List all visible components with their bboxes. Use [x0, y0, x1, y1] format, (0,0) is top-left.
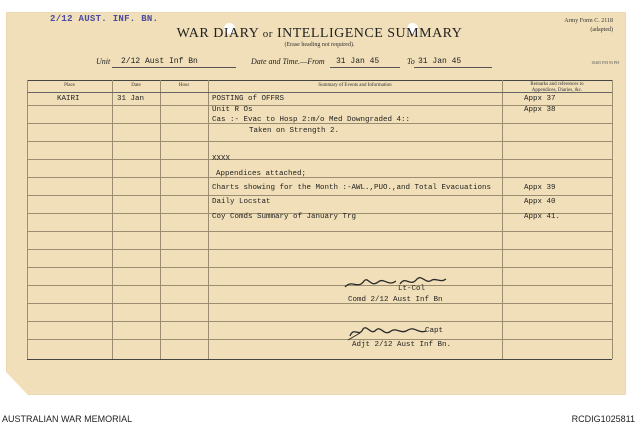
- form-reference: Army Form C. 2118 (adapted): [564, 18, 613, 33]
- to-date: 31 Jan 45: [418, 57, 462, 66]
- to-label: To: [407, 57, 415, 66]
- unit-stamp: 2/12 AUST. INF. BN.: [50, 14, 159, 24]
- entry-coy-comds: Coy Comds Summary of January Trg: [212, 213, 357, 221]
- co-role: Comd 2/12 Aust Inf Bn: [348, 296, 443, 304]
- appx-37: Appx 37: [524, 95, 556, 103]
- adjt-role: Adjt 2/12 Aust Inf Bn.: [352, 341, 452, 349]
- appx-40: Appx 40: [524, 198, 556, 206]
- co-rank: Lt-Col: [398, 285, 426, 293]
- entry-appendices-header: Appendices attached;: [216, 170, 307, 178]
- col-hour: Hour: [178, 83, 190, 88]
- appx-38: Appx 38: [524, 106, 556, 114]
- entry-casualties: Cas :- Evac to Hosp 2:m/o Med Downgraded 4::: [212, 116, 411, 124]
- col-place: Place: [64, 83, 75, 88]
- date-time-label: Date and Time.—From: [251, 57, 325, 66]
- co-signature: [340, 270, 450, 294]
- page-fold: [6, 372, 28, 395]
- entry-charts: Charts showing for the Month :-AWL.,PUO.,and Total Evacuations: [212, 184, 492, 192]
- col-date: Date: [131, 83, 141, 88]
- appx-41: Appx 41.: [524, 213, 561, 221]
- entry-postings: POSTING of OFFRS: [212, 95, 285, 103]
- print-reference: 10465 FM 93 PH: [591, 60, 619, 65]
- col-remarks: Remarks and references to Appendices, Diaries, &c.: [530, 82, 584, 93]
- unit-label: Unit: [96, 57, 111, 66]
- appx-39: Appx 39: [524, 184, 556, 192]
- footer-source: AUSTRALIAN WAR MEMORIAL: [2, 414, 133, 424]
- entry-taken-on-strength: Taken on Strength 2.: [249, 127, 340, 135]
- col-summary: Summary of Events and Information: [318, 83, 392, 88]
- date-value: 31 Jan: [117, 95, 145, 103]
- entry-unit-ros: Unit R Os: [212, 106, 253, 114]
- entry-daily-locstat: Daily Locstat: [212, 198, 271, 206]
- page-subtitle: (Erase heading not required).: [284, 42, 355, 48]
- adjt-rank: Capt: [425, 327, 444, 335]
- entry-struck-out: XXXX: [212, 155, 231, 163]
- from-date: 31 Jan 45: [336, 57, 380, 66]
- footer-id: RCDIG1025811: [571, 414, 635, 424]
- page-title: WAR DIARY or INTELLIGENCE SUMMARY: [176, 26, 463, 41]
- place-value: KAIRI: [57, 95, 80, 103]
- unit-value: 2/12 Aust Inf Bn: [121, 57, 198, 66]
